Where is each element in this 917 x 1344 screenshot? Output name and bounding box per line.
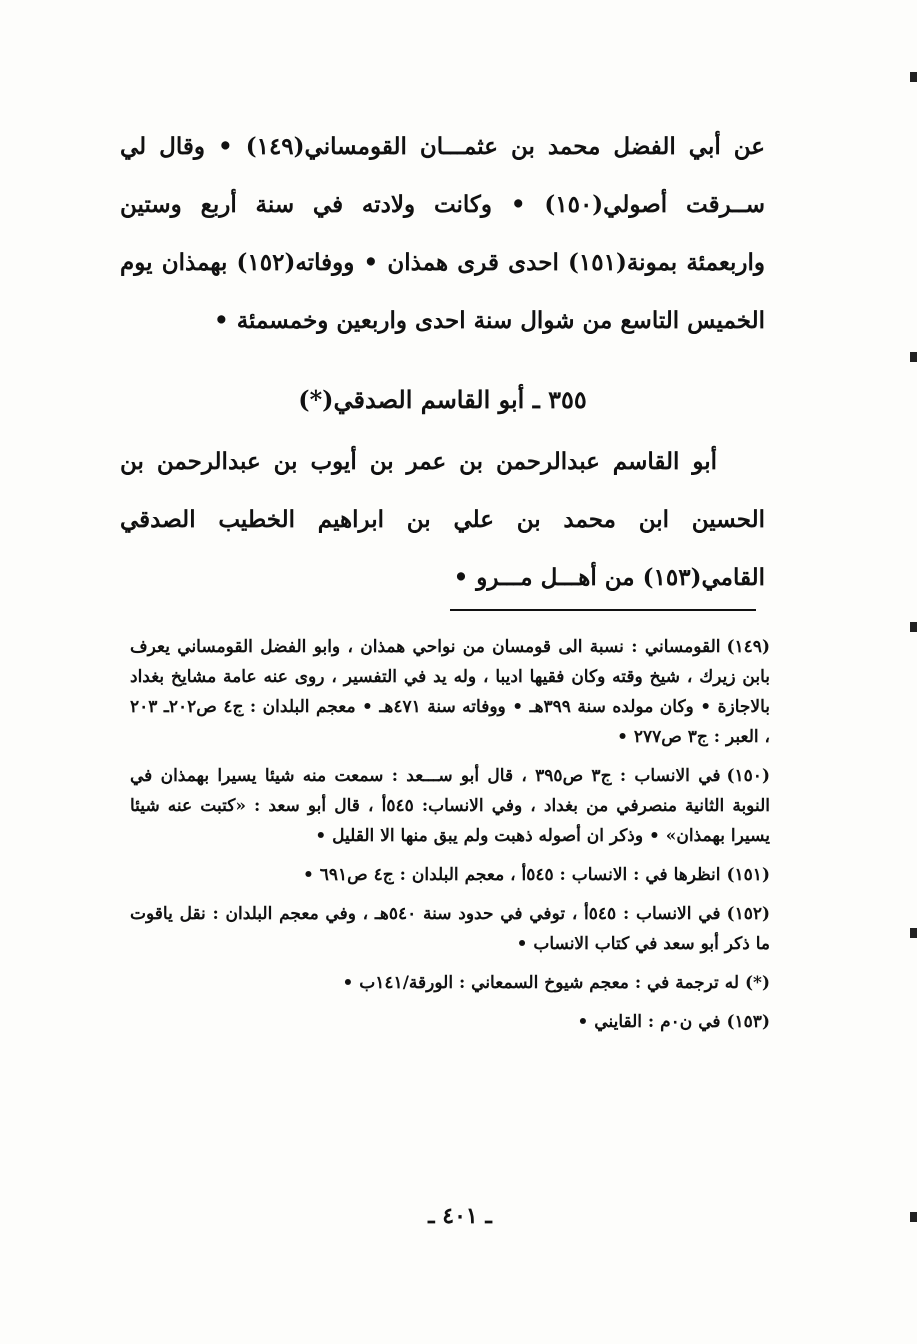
scan-edge-mark [910, 928, 917, 938]
footnote [130, 761, 770, 851]
scan-edge-mark [910, 622, 917, 632]
paragraph-text: أبو القاسم عبدالرحمن بن عمر بن أيوب بن عبدالرحمن بن الحسين ابن محمد بن علي بن ابراهيم الخطيب الصدقي القامي(١٥٣) من أهـــل مـــرو • [120, 448, 765, 591]
footnote-number: (١٤٩) [726, 637, 770, 657]
footnote-number: (*) [745, 973, 770, 993]
footnote-separator [450, 609, 756, 611]
footnotes [130, 632, 770, 1046]
footnote [130, 899, 770, 959]
page-number: ـ ٤٠١ ـ [428, 1203, 492, 1229]
footnote-text: في الانساب : ج٣ ص٣٩٥ ، قال أبو ســـعد : سمعت منه شيئا يسيرا بهمذان في النوبة الثانية منصرفي من بغداد ، وفي الانساب: ٥٤٥أ ، قال أبو سعد : «كتبت عنه شيئا يسيرا بهمذان» • وذكر ان أصوله ذهبت ولم يبق منها الا القليل • [130, 766, 770, 846]
footnote-number: (١٥٠) [726, 766, 770, 786]
footnote [130, 1007, 770, 1037]
scan-edge-mark [910, 72, 917, 82]
body-paragraph [120, 433, 765, 607]
body-paragraph [120, 118, 765, 350]
footnote [130, 632, 770, 752]
footnote-text: في ن٠م : القايني • [577, 1012, 721, 1032]
scan-edge-mark [910, 1212, 917, 1222]
scan-edge-mark [910, 352, 917, 362]
footnote [130, 968, 770, 998]
entry-heading: ٣٥٥ ـ أبو القاسم الصدقي(*) [298, 385, 587, 414]
footnote-text: له ترجمة في : معجم شيوخ السمعاني : الورقة/١٤١ب • [342, 973, 740, 993]
footnote-text: انظرها في : الانساب : ٥٤٥أ ، معجم البلدان : ج٤ ص٦٩١ • [302, 865, 721, 885]
footnote-number: (١٥٢) [726, 904, 771, 924]
footnote [130, 860, 770, 890]
paragraph-text: عن أبي الفضل محمد بن عثمـــان القومساني(١٤٩) • وقال لي ســرقت أصولي(١٥٠) • وكانت ولادته في سنة أربع وستين واربعمئة بمونة(١٥١) احدى قرى همذان • ووفاته(١٥٢) بهمذان يوم الخميس التاسع من شوال سنة احدى واربعين وخمسمئة • [120, 133, 766, 334]
footnote-number: (١٥١) [726, 865, 770, 885]
footnote-text: القومساني : نسبة الى قومسان من نواحي همذان ، وابو الفضل القومساني يعرف بابن زيرك ، شيخ وقته وكان فقيها اديبا ، وله يد في التفسير ، روى عنه عامة مشايخ بغداد بالاجازة • وكان مولده سنة ٣٩٩هـ • ووفاته سنة ٤٧١هـ • معجم البلدان : ج٤ ص٢٠٢ـ ٢٠٣ ، العبر : ج٣ ص٢٧٧ • [130, 637, 770, 747]
footnote-number: (١٥٣) [726, 1012, 770, 1032]
footnote-text: في الانساب : ٥٤٥أ ، توفي في حدود سنة ٥٤٠هـ ، وفي معجم البلدان : نقل ياقوت ما ذكر أبو سعد في كتاب الانساب • [130, 904, 770, 954]
